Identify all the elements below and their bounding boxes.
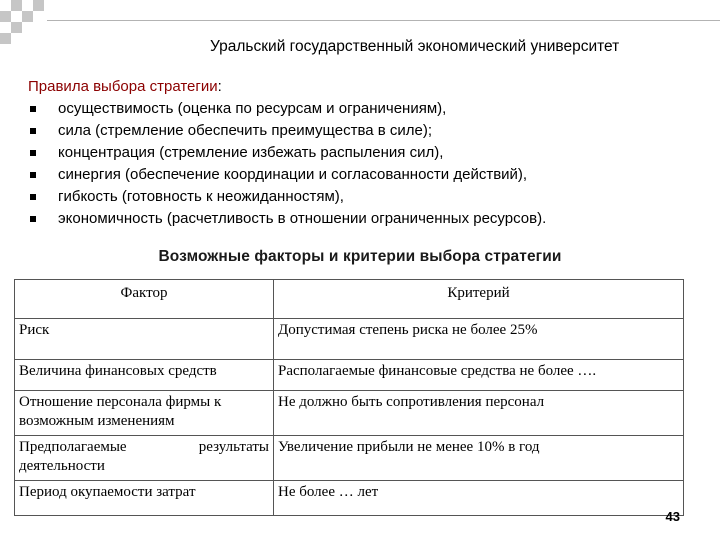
bullet-icon <box>30 106 36 112</box>
list-item <box>28 98 708 120</box>
criterion-cell: Не более … лет <box>274 481 684 516</box>
table-row <box>15 360 684 391</box>
factor-cell: Отношение персонала фирмы к возможным изменениям <box>15 391 274 436</box>
university-name: Уральский государственный экономический университет <box>210 38 620 55</box>
column-header-factor: Фактор <box>15 280 274 319</box>
checkered-corner-decoration <box>0 0 60 45</box>
table-row <box>15 481 684 516</box>
column-header-criterion: Критерий <box>274 280 684 319</box>
factors-criteria-table <box>14 279 684 516</box>
criterion-cell: Располагаемые финансовые средства не более …. <box>274 360 684 391</box>
list-item <box>28 120 708 142</box>
rule-text: концентрация (стремление избежать распыления сил), <box>58 144 444 161</box>
list-item <box>28 164 708 186</box>
bullet-icon <box>30 194 36 200</box>
table-header-row <box>15 280 684 319</box>
header-divider <box>47 20 720 21</box>
rules-title <box>28 76 708 98</box>
table-row <box>15 436 684 481</box>
rule-text: гибкость (готовность к неожиданностям), <box>58 188 344 205</box>
bullet-icon <box>30 128 36 134</box>
rule-text: сила (стремление обеспечить преимущества в силе); <box>58 122 433 139</box>
factor-cell: Риск <box>15 319 274 360</box>
list-item <box>28 186 708 208</box>
table-caption: Возможные факторы и критерии выбора стратегии <box>158 248 562 265</box>
criterion-cell: Допустимая степень риска не более 25% <box>274 319 684 360</box>
factor-cell: Предполагаемые результаты деятельности <box>15 436 274 481</box>
list-item <box>28 208 708 230</box>
table-row <box>15 391 684 436</box>
criterion-cell: Увеличение прибыли не менее 10% в год <box>274 436 684 481</box>
criterion-cell: Не должно быть сопротивления персонал <box>274 391 684 436</box>
bullet-icon <box>30 150 36 156</box>
strategy-rules <box>28 76 708 230</box>
rules-list <box>28 98 708 230</box>
rules-title-text: Правила выбора стратегии <box>28 78 218 95</box>
rules-title-colon: : <box>217 78 222 95</box>
factor-cell: Период окупаемости затрат <box>15 481 274 516</box>
rule-text: осуществимость (оценка по ресурсам и ограничениям), <box>58 100 447 117</box>
bullet-icon <box>30 216 36 222</box>
rule-text: синергия (обеспечение координации и согласованности действий), <box>58 166 528 183</box>
rule-text: экономичность (расчетливость в отношении ограниченных ресурсов). <box>58 210 547 227</box>
factor-cell: Величина финансовых средств <box>15 360 274 391</box>
table-row <box>15 319 684 360</box>
page-number: 43 <box>665 509 680 524</box>
bullet-icon <box>30 172 36 178</box>
list-item <box>28 142 708 164</box>
